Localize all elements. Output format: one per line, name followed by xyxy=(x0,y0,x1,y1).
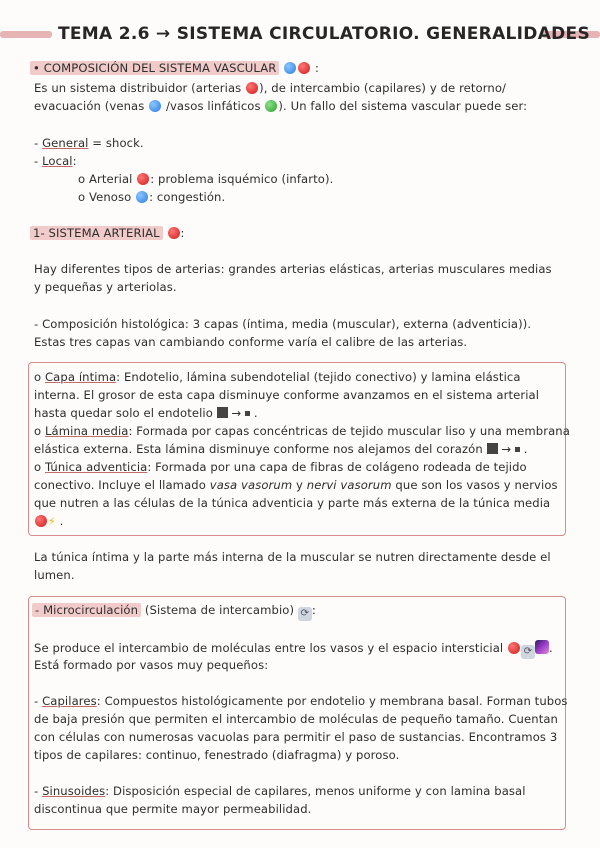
box1-l2: interna. El grosor de esta capa disminuye conforme avanzamos en el sistema arterial xyxy=(34,388,540,402)
page-title: TEMA 2.6 → SISTEMA CIRCULATORIO. GENERALIDADES xyxy=(58,24,591,44)
small-square-icon xyxy=(245,411,250,416)
sec1-general: - General = shock. xyxy=(34,136,144,150)
box2-heading-line: - Microcirculación (Sistema de intercambio) ⟳ : xyxy=(32,603,316,621)
blue-circle-icon xyxy=(136,191,148,203)
box1-l8: que nutren a las células de la túnica adventicia y parte más externa de la túnica media xyxy=(34,496,551,510)
after-l1: La túnica íntima y la parte más interna de la muscular se nutren directamente desde el xyxy=(34,550,551,564)
small-square-icon xyxy=(515,447,520,452)
red-circle-icon xyxy=(508,642,520,654)
box1-l7: conectivo. Incluye el llamado vasa vasorum y nervi vasorum que son los vasos y nervios xyxy=(34,478,558,492)
green-circle-icon xyxy=(265,100,277,112)
large-square-icon xyxy=(217,407,228,418)
sec1-local: - Local: xyxy=(34,154,77,168)
red-circle-icon xyxy=(298,62,310,74)
red-circle-icon xyxy=(35,515,47,527)
sec2-p1: Hay diferentes tipos de arterias: grandes arterias elásticas, arterias musculares medias xyxy=(34,262,552,276)
sec1-heading: • COMPOSICIÓN DEL SISTEMA VASCULAR xyxy=(30,61,279,75)
box1-l5: elástica externa. Esta lámina disminuye conforme nos alejamos del corazón → . xyxy=(34,442,528,456)
large-square-icon xyxy=(487,443,498,454)
box2-l1: Se produce el intercambio de moléculas entre los vasos y el espacio intersticial ⟳ . xyxy=(34,641,553,657)
blue-circle-icon xyxy=(284,62,296,74)
title-bar-left xyxy=(0,31,52,38)
box2-l2: Está formado por vasos muy pequeños: xyxy=(34,658,269,672)
red-circle-icon xyxy=(246,82,258,94)
sec1-venoso: o Venoso : congestión. xyxy=(78,190,226,204)
after-l2: lumen. xyxy=(34,568,75,582)
box1-l1: o Capa íntima: Endotelio, lámina subendotelial (tejido conectivo) y lamina elástica xyxy=(34,370,521,384)
sec2-p4: Estas tres capas van cambiando conforme varía el calibre de las arterias. xyxy=(34,335,468,349)
box1-l6: o Túnica adventicia: Formada por una capa de fibras de colágeno rodeada de tejido xyxy=(34,460,527,474)
box2-cap4: tipos de capilares: continuo, fenestrado (diafragma) y poroso. xyxy=(34,748,400,762)
sec1-heading-line: • COMPOSICIÓN DEL SISTEMA VASCULAR : xyxy=(30,61,319,75)
box2-cap2: de baja presión que permiten el intercambio de moléculas de pequeño tamaño. Cuentan xyxy=(34,712,558,726)
box2-sin1: - Sinusoides: Disposición especial de capilares, menos uniforme y con lamina basal xyxy=(34,784,526,798)
sec1-arterial: o Arterial : problema isquémico (infarto). xyxy=(78,172,334,186)
sec2-p3: - Composición histológica: 3 capas (íntima, media (muscular), externa (adventicia)). xyxy=(34,317,532,331)
galaxy-icon xyxy=(535,640,549,654)
refresh-icon: ⟳ xyxy=(298,607,312,621)
sec2-heading: 1- SISTEMA ARTERIAL xyxy=(30,226,163,240)
box2-heading: - Microcirculación xyxy=(32,603,141,617)
sec2-p2: y pequeñas y arteriolas. xyxy=(34,280,177,294)
red-circle-icon xyxy=(137,173,149,185)
sec1-p2: evacuación (venas /vasos linfáticos ). Un fallo del sistema vascular puede ser: xyxy=(34,99,528,113)
lightning-icon: ⚡ xyxy=(48,515,56,528)
box2-cap1: - Capilares: Compuestos histológicamente por endotelio y membrana basal. Forman tubos xyxy=(34,694,568,708)
box1-l9: ⚡ . xyxy=(34,514,63,528)
sec2-heading-line: 1- SISTEMA ARTERIAL : xyxy=(30,226,185,240)
box1-l4: o Lámina media: Formada por capas concéntricas de tejido muscular liso y una membrana xyxy=(34,424,570,438)
box2-sin2: discontinua que permite mayor permeabilidad. xyxy=(34,802,312,816)
box2-cap3: con células con numerosas vacuolas para permitir el paso de sustancias. Encontramos 3 xyxy=(34,730,558,744)
sec1-p1: Es un sistema distribuidor (arterias ), de intercambio (capilares) y de retorno/ xyxy=(34,81,507,95)
box1-l3: hasta quedar solo el endotelio → . xyxy=(34,406,258,420)
blue-circle-icon xyxy=(149,100,161,112)
red-circle-icon xyxy=(168,227,180,239)
refresh-icon: ⟳ xyxy=(521,645,535,659)
